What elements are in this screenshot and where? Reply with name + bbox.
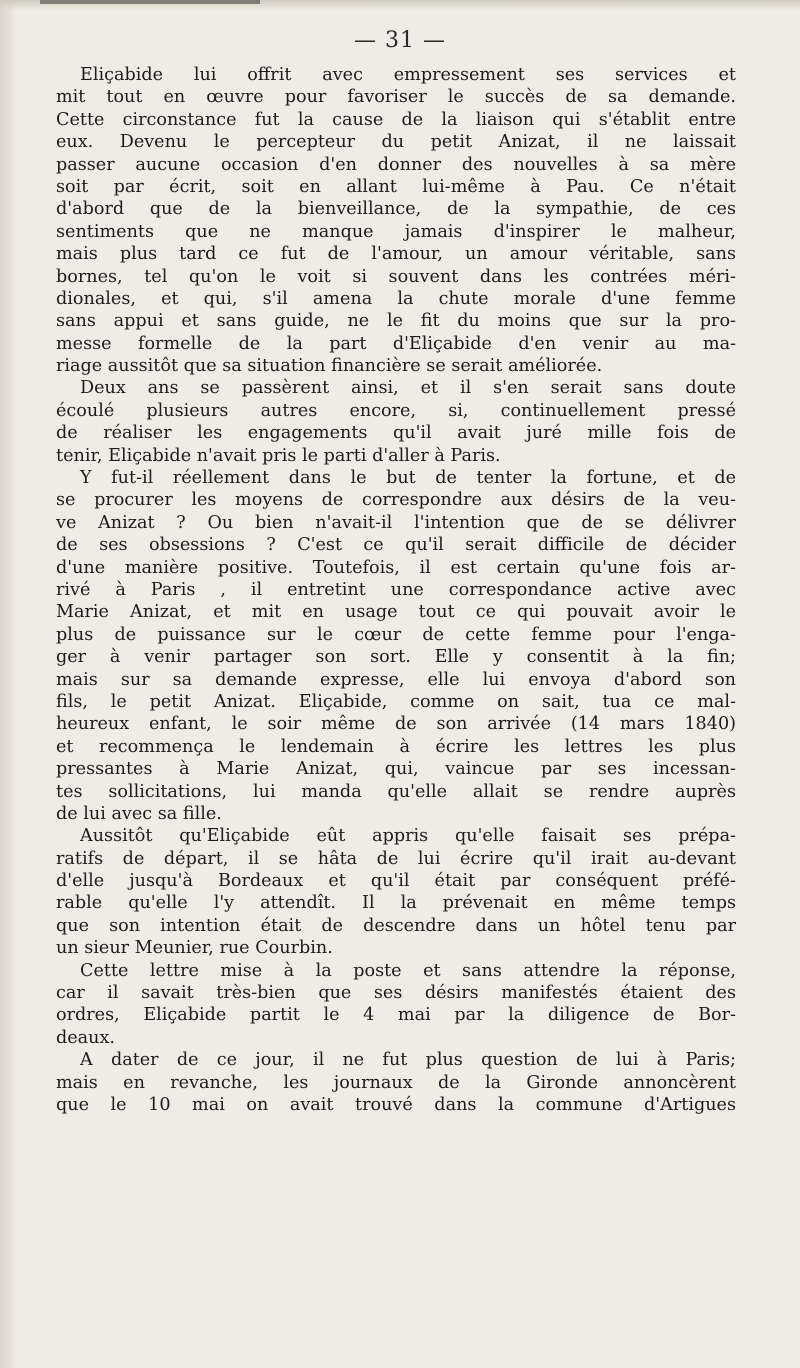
text-line: dionales, et qui, s'il amena la chute morale d'une femme — [56, 288, 736, 309]
text-line: Y fut-il réellement dans le but de tenter la fortune, et de — [80, 468, 736, 489]
text-line: heureux enfant, le soir même de son arrivée (14 mars 1840) — [56, 714, 736, 735]
page-edge-shadow — [0, 0, 18, 1368]
text-line: bornes, tel qu'on le voit si souvent dans les contrées méri- — [56, 266, 736, 287]
text-line: passer aucune occasion d'en donner des nouvelles à sa mère — [56, 154, 736, 175]
text-line: sans appui et sans guide, ne le fit du moins que sur la pro- — [56, 311, 736, 332]
text-line: un sieur Meunier, rue Courbin. — [56, 938, 333, 959]
text-line: deaux. — [56, 1027, 116, 1048]
text-line: d'abord que de la bienveillance, de la sympathie, de ces — [56, 199, 736, 220]
text-line: se procurer les moyens de correspondre aux désirs de la veu- — [56, 490, 736, 511]
text-line: rable qu'elle l'y attendît. Il la prévenait en même temps — [56, 893, 736, 914]
text-line: ve Anizat ? Ou bien n'avait-il l'intention que de se délivrer — [56, 512, 736, 533]
text-line: messe formelle de la part d'Eliçabide d'en venir au ma- — [56, 333, 736, 354]
text-line: que le 10 mai on avait trouvé dans la commune d'Artigues — [56, 1094, 736, 1115]
text-line: ordres, Eliçabide partit le 4 mai par la diligence de Bor- — [56, 1005, 736, 1026]
text-line: et recommença le lendemain à écrire les lettres les plus — [56, 736, 736, 757]
text-line: mais sur sa demande expresse, elle lui envoya d'abord son — [56, 669, 736, 690]
text-line: pressantes à Marie Anizat, qui, vaincue par ses incessan- — [56, 759, 736, 780]
page-number: — 31 — — [354, 28, 446, 53]
text-line: ratifs de départ, il se hâta de lui écrire qu'il irait au-devant — [56, 848, 736, 869]
text-line: soit par écrit, soit en allant lui-même à Pau. Ce n'était — [56, 176, 736, 197]
text-line: mit tout en œuvre pour favoriser le succès de sa demande. — [56, 87, 736, 108]
text-line: écoulé plusieurs autres encore, si, continuellement pressé — [56, 400, 736, 421]
text-line: tenir, Eliçabide n'avait pris le parti d'aller à Paris. — [56, 445, 501, 466]
text-line: mais plus tard ce fut de l'amour, un amour véritable, sans — [56, 244, 736, 265]
text-line: de lui avec sa fille. — [56, 803, 222, 824]
body-text — [56, 64, 736, 1116]
text-line: de ses obsessions ? C'est ce qu'il serait difficile de décider — [56, 535, 736, 556]
text-line: de réaliser les engagements qu'il avait juré mille fois de — [56, 423, 736, 444]
text-line: d'une manière positive. Toutefois, il est certain qu'une fois ar- — [56, 557, 736, 578]
text-line: tes sollicitations, lui manda qu'elle allait se rendre auprès — [56, 781, 736, 802]
torn-edge-mark — [40, 0, 260, 4]
text-line: car il savait très-bien que ses désirs manifestés étaient des — [56, 983, 736, 1004]
text-line: Aussitôt qu'Eliçabide eût appris qu'elle faisait ses prépa- — [80, 826, 736, 847]
text-line: fils, le petit Anizat. Eliçabide, comme on sait, tua ce mal- — [56, 691, 736, 712]
text-line: Marie Anizat, et mit en usage tout ce qui pouvait avoir le — [56, 602, 736, 623]
text-line: Cette circonstance fut la cause de la liaison qui s'établit entre — [56, 109, 736, 130]
text-line: que son intention était de descendre dans un hôtel tenu par — [56, 915, 736, 936]
text-line: ger à venir partager son sort. Elle y consentit à la fin; — [56, 647, 736, 668]
text-line: sentiments que ne manque jamais d'inspirer le malheur, — [56, 221, 736, 242]
text-line: Cette lettre mise à la poste et sans attendre la réponse, — [80, 960, 736, 981]
text-line: Deux ans se passèrent ainsi, et il s'en serait sans doute — [80, 378, 736, 399]
text-line: rivé à Paris , il entretint une correspondance active avec — [56, 579, 736, 600]
text-line: plus de puissance sur le cœur de cette femme pour l'enga- — [56, 624, 736, 645]
text-line: eux. Devenu le percepteur du petit Anizat, il ne laissait — [56, 132, 736, 153]
text-line: riage aussitôt que sa situation financière se serait améliorée. — [56, 356, 603, 377]
text-line: d'elle jusqu'à Bordeaux et qu'il était par conséquent préfé- — [56, 871, 736, 892]
text-line: Eliçabide lui offrit avec empressement ses services et — [80, 65, 736, 85]
text-line: mais en revanche, les journaux de la Gironde annoncèrent — [56, 1072, 736, 1093]
text-line: A dater de ce jour, il ne fut plus question de lui à Paris; — [80, 1050, 736, 1071]
